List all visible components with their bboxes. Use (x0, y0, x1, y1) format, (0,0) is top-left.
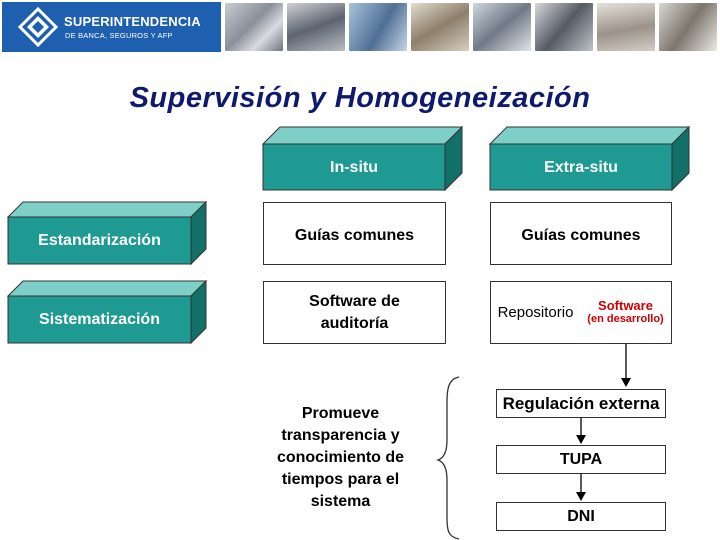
arrow-to-dni (576, 474, 586, 501)
promueve-line: Promueve (301, 405, 380, 422)
box-text: DNI (567, 507, 595, 525)
cell-guias-in-situ (263, 202, 446, 265)
row-label: Estandarización (38, 232, 161, 249)
cell-software-auditoria (263, 281, 446, 344)
row-label: Sistematización (39, 311, 160, 328)
banner-photo (659, 3, 717, 51)
banner-photo (411, 3, 469, 51)
software-label: Software (598, 298, 653, 313)
column-label: Extra-situ (544, 158, 618, 176)
box-text: TUPA (559, 450, 603, 468)
banner-photo (225, 3, 283, 51)
box-dni (496, 502, 666, 531)
promueve-line: sistema (310, 493, 371, 510)
banner-photo (597, 3, 655, 51)
cell-text: Guías comunes (521, 227, 641, 244)
arrow-to-regulacion (621, 344, 631, 387)
cell-text-line: Software de (309, 292, 400, 310)
promueve-line: tiempos para el (281, 471, 400, 488)
curly-brace (438, 377, 459, 539)
row-header-estandarizacion (8, 202, 208, 265)
arrow-to-tupa (576, 418, 586, 444)
logo (2, 2, 221, 52)
page-title: Supervisión y Homogeneización (129, 82, 591, 114)
sbs-diamond-logo-icon (18, 7, 58, 47)
repositorio-label: Repositorio (497, 303, 574, 321)
column-header-extra-situ (490, 127, 690, 191)
banner-photo (287, 3, 345, 51)
box-tupa (496, 445, 666, 474)
box-regulacion-externa (496, 389, 666, 418)
promueve-text (263, 403, 418, 513)
banner-photo (349, 3, 407, 51)
cell-text-line: auditoría (320, 314, 389, 332)
cell-text: Guías comunes (294, 227, 415, 244)
row-header-sistematizacion (8, 281, 208, 344)
org-subtitle: DE BANCA, SEGUROS Y AFP (65, 31, 173, 40)
banner-photo (473, 3, 531, 51)
header-banner (0, 0, 720, 54)
column-label: In-situ (330, 158, 378, 176)
promueve-line: transparencia y (281, 427, 400, 444)
org-name: SUPERINTENDENCIA (64, 14, 201, 29)
column-header-in-situ (263, 127, 463, 191)
cell-guias-extra-situ (490, 202, 672, 265)
en-desarrollo-label: (en desarrollo) (587, 313, 664, 325)
banner-photo (535, 3, 593, 51)
promueve-line: conocimiento de (276, 449, 405, 466)
box-text: Regulación externa (502, 393, 660, 413)
software-en-desarrollo (580, 281, 671, 343)
